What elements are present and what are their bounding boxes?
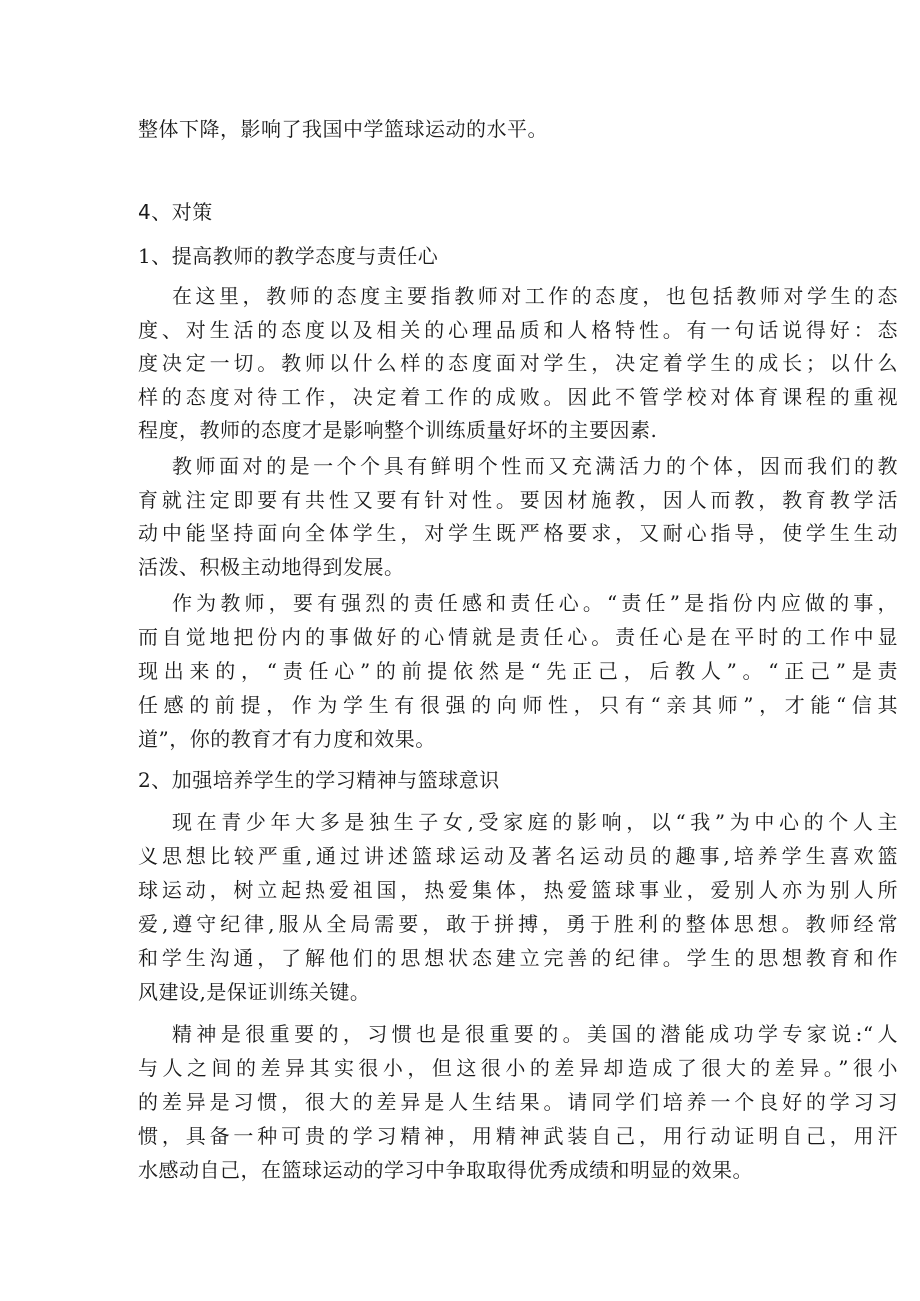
paragraph-line: 球运动，树立起热爱祖国，热爱集体，热爱篮球事业，爱别人亦为别人所 bbox=[138, 878, 898, 902]
paragraph-line: 风建设,是保证训练关键。 bbox=[138, 980, 371, 1004]
paragraph-line: 现在青少年大多是独生子女,受家庭的影响，以“我”为中心的个人主 bbox=[172, 810, 898, 834]
paragraph-line: 爱,遵守纪律,服从全局需要，敢于拼搏，勇于胜利的整体思想。教师经常 bbox=[138, 912, 898, 936]
paragraph-line: 育就注定即要有共性又要有针对性。要因材施教，因人而教，教育教学活 bbox=[138, 488, 898, 512]
section-heading: 4、对策 bbox=[138, 200, 213, 224]
paragraph-line: 和学生沟通，了解他们的思想状态建立完善的纪律。学生的思想教育和作 bbox=[138, 946, 898, 970]
paragraph-line: 在这里，教师的态度主要指教师对工作的态度，也包括教师对学生的态 bbox=[172, 284, 898, 308]
paragraph-line: 教师面对的是一个个具有鲜明个性而又充满活力的个体，因而我们的教 bbox=[172, 454, 898, 478]
paragraph-line: 度决定一切。教师以什么样的态度面对学生，决定着学生的成长；以什么 bbox=[138, 351, 898, 375]
paragraph-line: 样的态度对待工作，决定着工作的成败。因此不管学校对体育课程的重视 bbox=[138, 385, 898, 409]
subsection-heading: 1、提高教师的教学态度与责任心 bbox=[138, 244, 439, 268]
paragraph-line: 活泼、积极主动地得到发展。 bbox=[138, 555, 405, 579]
paragraph-line: 惯，具备一种可贵的学习精神，用精神武装自己，用行动证明自己，用汗 bbox=[138, 1124, 898, 1148]
paragraph-line: 动中能坚持面向全体学生，对学生既严格要求，又耐心指导，使学生生动 bbox=[138, 521, 898, 545]
paragraph-line: 任感的前提，作为学生有很强的向师性，只有“亲其师”，才能“信其 bbox=[138, 693, 898, 717]
paragraph-line: 与人之间的差异其实很小，但这很小的差异却造成了很大的差异。”很小 bbox=[138, 1056, 898, 1080]
paragraph-line: 义思想比较严重,通过讲述篮球运动及著名运动员的趣事,培养学生喜欢篮 bbox=[138, 844, 898, 868]
paragraph-line: 的差异是习惯，很大的差异是人生结果。请同学们培养一个良好的学习习 bbox=[138, 1090, 898, 1114]
paragraph-line: 整体下降，影响了我国中学篮球运动的水平。 bbox=[138, 117, 548, 141]
subsection-heading: 2、加强培养学生的学习精神与篮球意识 bbox=[138, 768, 500, 792]
paragraph-line: 水感动自己，在篮球运动的学习中争取取得优秀成绩和明显的效果。 bbox=[138, 1158, 753, 1182]
paragraph-line: 作为教师，要有强烈的责任感和责任心。“责任”是指份内应做的事， bbox=[172, 591, 898, 615]
paragraph-line: 度、对生活的态度以及相关的心理品质和人格特性。有一句话说得好：态 bbox=[138, 318, 898, 342]
paragraph-line: 道”，你的教育才有力度和效果。 bbox=[138, 727, 436, 751]
paragraph-line: 程度，教师的态度才是影响整个训练质量好坏的主要因素. bbox=[138, 418, 658, 442]
paragraph-line: 现出来的，“责任心”的前提依然是“先正己，后教人”。“正己”是责 bbox=[138, 659, 898, 683]
paragraph-line: 精神是很重要的，习惯也是很重要的。美国的潜能成功学专家说:“人 bbox=[172, 1022, 898, 1046]
paragraph-line: 而自觉地把份内的事做好的心情就是责任心。责任心是在平时的工作中显 bbox=[138, 625, 898, 649]
